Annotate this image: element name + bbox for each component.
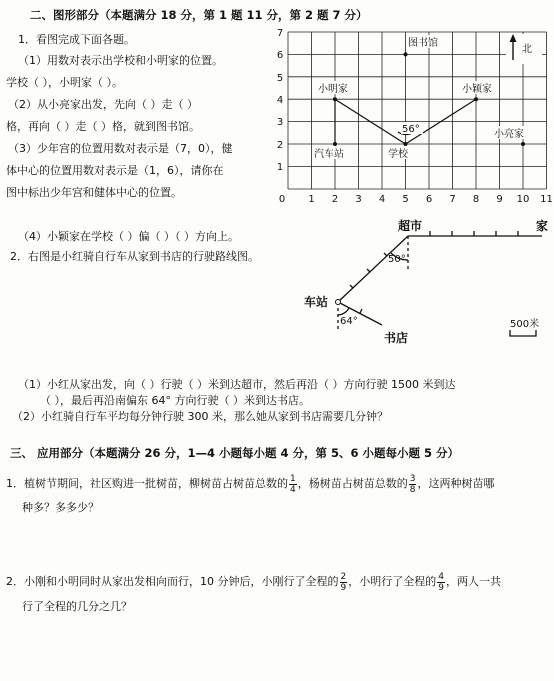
fraction-denominator: 4 xyxy=(290,484,296,495)
s3-q1-line2: 种多？多多少？ xyxy=(22,501,99,514)
library-label: 图书馆 xyxy=(408,38,438,49)
q1-part3-line3: 图中标出少年宫和健体中心的位置。 xyxy=(6,186,182,199)
x-tick: 0 xyxy=(278,194,286,205)
x-tick: 6 xyxy=(425,194,433,205)
s3-q1-text-c: ，这两种树苗哪 xyxy=(417,477,495,490)
home-label: 家 xyxy=(536,219,549,233)
q1-intro: 1．看图完成下面各题。 xyxy=(18,33,135,46)
scale-bar xyxy=(510,330,536,336)
route-supermarket-busstop xyxy=(338,236,408,302)
y-tick: 4 xyxy=(276,95,284,106)
route-map xyxy=(300,212,554,350)
q2-part2: （2）小红骑自行车平均每分钟行驶 300 米，那么她从家到书店需要几分钟？ xyxy=(12,410,388,423)
scale-tick xyxy=(360,309,362,313)
scale-tick xyxy=(350,285,353,288)
y-tick: 3 xyxy=(276,117,284,128)
q2-part1-line1: （1）小红从家出发，向（ ）行驶（ ）米到达超市，然后再沿（ ）方向行驶 1500 米到达 xyxy=(18,378,456,391)
s3-q2-line2: 行了全程的几分之几？ xyxy=(22,600,132,613)
xiaoliang-point xyxy=(521,142,525,146)
fraction-1-4 xyxy=(289,474,297,495)
y-tick: 1 xyxy=(276,162,284,173)
fraction-numerator: 1 xyxy=(290,473,296,484)
y-tick: 5 xyxy=(276,73,284,84)
x-tick: 7 xyxy=(449,194,456,205)
q2-intro: 2．右图是小红骑自行车从家到书店的行驶路线图。 xyxy=(10,250,259,263)
school-point xyxy=(404,142,408,146)
busstop-label: 汽车站 xyxy=(314,149,344,160)
north-label: 北 xyxy=(522,44,532,55)
q2-part1-line2: （ ），最后再沿南偏东 64° 方向行驶（ ）米到达书店。 xyxy=(40,394,310,407)
library-point xyxy=(404,52,408,56)
fraction-numerator: 2 xyxy=(340,571,347,582)
x-tick: 4 xyxy=(378,194,386,205)
q1-part3-line2: 体中心的位置用数对表示是（1，6），请你在 xyxy=(6,164,224,177)
coordinate-grid xyxy=(270,24,554,214)
scale-tick xyxy=(367,269,370,272)
busstop-label: 车站 xyxy=(304,295,329,309)
fraction-denominator: 9 xyxy=(438,582,444,593)
bookstore-label: 书店 xyxy=(384,331,409,345)
s3-q1-line1 xyxy=(6,472,494,496)
scale-label: 500米 xyxy=(510,319,540,330)
fraction-denominator: 8 xyxy=(409,484,416,495)
section3-title: 三、 应用部分（本题满分 26 分，1—4 小题每小题 4 分，第 5、6 小题每小题 5 分） xyxy=(10,446,460,460)
s3-q2-text-b: ，小明行了全程的 xyxy=(348,575,437,588)
x-tick: 10 xyxy=(516,194,530,205)
xiaoming-point xyxy=(333,97,337,101)
s3-q1-text-a: 1．植树节期间，社区购进一批树苗，柳树苗占树苗总数的 xyxy=(6,477,288,490)
x-tick: 9 xyxy=(496,194,503,205)
fraction-4-9 xyxy=(437,572,445,593)
busstop-point xyxy=(336,300,341,305)
y-tick: 2 xyxy=(276,140,284,151)
q1-part2-line2: 格，再向（ ）走（ ）格，就到图书馆。 xyxy=(6,120,200,133)
xiaoying-label: 小颖家 xyxy=(462,84,492,95)
angle-50-label: 50° xyxy=(388,254,406,265)
q1-part1-line2: 学校（ ），小明家（ ）。 xyxy=(6,76,123,89)
school-label: 学校 xyxy=(388,149,408,160)
s3-q2-text-a: 2．小刚和小明同时从家出发相向而行，10 分钟后，小刚行了全程的 xyxy=(6,575,339,588)
angle-64-arc xyxy=(338,308,349,315)
fraction-numerator: 3 xyxy=(409,473,416,484)
fraction-numerator: 4 xyxy=(438,571,444,582)
fraction-2-9 xyxy=(340,572,348,593)
y-tick: 7 xyxy=(276,28,284,39)
x-tick: 3 xyxy=(355,194,362,205)
x-tick: 8 xyxy=(472,194,480,205)
fraction-denominator: 9 xyxy=(340,582,347,593)
angle-label: 56° xyxy=(402,124,420,135)
x-tick: 2 xyxy=(331,194,339,205)
q1-part1-line1: （1）用数对表示出学校和小明家的位置。 xyxy=(18,54,223,67)
busstop-point xyxy=(333,142,337,146)
xiaoming-label: 小明家 xyxy=(318,84,348,95)
section2-title: 二、图形部分（本题满分 18 分，第 1 题 11 分，第 2 题 7 分） xyxy=(30,8,368,22)
north-arrow-icon xyxy=(506,34,542,64)
q1-part2-line1: （2）从小亮家出发，先向（ ）走（ ） xyxy=(8,98,198,111)
scale-tick xyxy=(384,253,387,256)
s3-q2-line1 xyxy=(6,570,501,594)
xiaoying-point xyxy=(474,97,478,101)
s3-q1-text-b: ，杨树苗占树苗总数的 xyxy=(297,477,408,490)
y-tick: 6 xyxy=(276,50,284,61)
fraction-3-8 xyxy=(409,474,417,495)
xiaoliang-label: 小亮家 xyxy=(494,129,524,140)
s3-q2-text-c: ，两人一共 xyxy=(445,575,501,588)
x-tick: 1 xyxy=(308,194,315,205)
q1-part3-line1: （3）少年宫的位置用数对表示是（7，0），健 xyxy=(8,142,233,155)
x-tick: 11 xyxy=(540,194,553,205)
angle-64-label: 64° xyxy=(340,316,358,327)
x-tick: 5 xyxy=(402,194,409,205)
supermarket-label: 超市 xyxy=(398,219,423,233)
q1-part4: （4）小颖家在学校（ ）偏（ ）（ ）方向上。 xyxy=(18,230,239,243)
